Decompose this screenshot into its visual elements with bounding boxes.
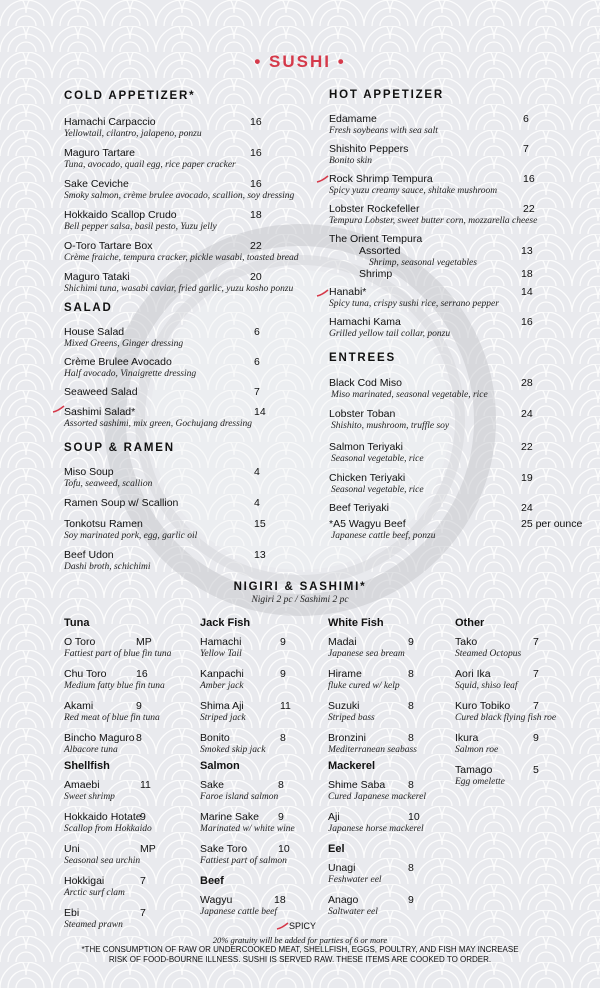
nigiri-item-desc: Cured Japanese mackerel — [328, 792, 426, 802]
nigiri-item-name: Sake Toro — [200, 843, 248, 855]
nigiri-item-desc: Saltwater eel — [328, 907, 378, 917]
nigiri-item-desc: fluke cured w/ kelp — [328, 681, 400, 691]
nigiri-item-desc: Albacore tuna — [64, 745, 118, 755]
menu-item-desc: Assorted sashimi, mix green, Gochujang dressing — [64, 419, 252, 429]
nigiri-item-price: 8 — [408, 779, 414, 791]
menu-item-desc: Shrimp, seasonal vegetables — [369, 258, 477, 268]
menu-item-name: Maguro Tartare — [64, 147, 136, 159]
menu-item-name: House Salad — [64, 326, 125, 338]
nigiri-item-price: 9 — [280, 636, 286, 648]
menu-item-name: The Orient Tempura — [329, 233, 423, 245]
nigiri-subtitle: Nigiri 2 pc / Sashimi 2 pc — [251, 595, 349, 605]
nigiri-item-name: Anago — [328, 894, 359, 906]
menu-item-desc: Shishito, mushroom, truffle soy — [331, 421, 450, 431]
nigiri-item-name: Unagi — [328, 862, 356, 874]
nigiri-item-name: Kuro Tobiko — [455, 700, 511, 712]
menu-item-desc: Tempura Lobster, sweet butter corn, mozzarella cheese — [329, 216, 538, 226]
menu-item-desc: Bell pepper salsa, basil pesto, Yuzu jelly — [64, 222, 217, 232]
nigiri-item-price: 18 — [274, 894, 286, 906]
menu-item-desc: Yellowtail, cilantro, jalapeno, ponzu — [64, 129, 202, 139]
menu-item-price: 24 — [521, 408, 533, 420]
nigiri-item-desc: Salmon roe — [455, 745, 499, 755]
nigiri-item-name: Hokkaido Hotate — [64, 811, 142, 823]
nigiri-item-name: Ebi — [64, 907, 80, 919]
nigiri-item-price: 9 — [408, 636, 414, 648]
menu-item-name: Hokkaido Scallop Crudo — [64, 209, 177, 221]
nigiri-item-desc: Amber jack — [200, 681, 244, 691]
menu-item-name: Beef Teriyaki — [329, 502, 389, 514]
menu-item-price: 16 — [250, 147, 262, 159]
nigiri-item-price: 10 — [408, 811, 420, 823]
nigiri-item-name: Hirame — [328, 668, 362, 680]
menu-item-desc: Grilled yellow tail collar, ponzu — [329, 329, 451, 339]
spicy-pepper-icon — [316, 175, 330, 183]
nigiri-item-desc: Fattiest part of salmon — [200, 856, 287, 866]
menu-item-name: Ramen Soup w/ Scallion — [64, 497, 179, 509]
nigiri-item-name: Bincho Maguro — [64, 732, 135, 744]
nigiri-item-name: Tamago — [455, 764, 493, 776]
nigiri-item-price: 9 — [140, 811, 146, 823]
menu-item-price: 16 — [523, 173, 535, 185]
nigiri-item-name: Aji — [328, 811, 340, 823]
nigiri-item-price: 16 — [136, 668, 148, 680]
nigiri-item-name: Hamachi — [200, 636, 242, 648]
nigiri-item-name: Sake — [200, 779, 224, 791]
nigiri-item-name: Madai — [328, 636, 357, 648]
nigiri-item-desc: Japanese cattle beef — [200, 907, 278, 917]
menu-item-name: Rock Shrimp Tempura — [329, 173, 433, 185]
nigiri-item-desc: Egg omelette — [455, 777, 505, 787]
menu-item-price: 15 — [254, 518, 266, 530]
nigiri-item-desc: Mediterranean seabass — [328, 745, 417, 755]
nigiri-item-price: 8 — [408, 668, 414, 680]
nigiri-item-price: MP — [136, 636, 152, 648]
spicy-pepper-icon — [276, 922, 290, 930]
nigiri-item-desc: Seasonal sea urchin — [64, 856, 141, 866]
menu-item-price: 18 — [250, 209, 262, 221]
nigiri-item-desc: Yellow Tail — [200, 649, 242, 659]
spicy-legend: SPICY — [289, 921, 317, 931]
menu-item-price: 22 — [250, 240, 262, 252]
group-title-eel: Eel — [328, 843, 345, 855]
group-title-jack-fish: Jack Fish — [200, 617, 251, 629]
nigiri-item-name: O Toro — [64, 636, 96, 648]
group-title-salmon: Salmon — [200, 760, 240, 772]
nigiri-item-name: Chu Toro — [64, 668, 107, 680]
menu-item-name: Maguro Tataki — [64, 271, 130, 283]
nigiri-item-desc: Faroe island salmon — [200, 792, 279, 802]
menu-item-price: 16 — [521, 316, 533, 328]
nigiri-item-name: Aori Ika — [455, 668, 491, 680]
menu-item-name: Sashimi Salad* — [64, 406, 136, 418]
menu-item-price: 7 — [254, 386, 260, 398]
menu-item-desc: Smoky salmon, crème brulee avocado, scallion, soy dressing — [64, 191, 295, 201]
nigiri-item-price: 7 — [533, 668, 539, 680]
menu-item-name: *A5 Wagyu Beef — [329, 518, 406, 530]
nigiri-item-name: Shima Aji — [200, 700, 244, 712]
menu-item-desc: Crème fraiche, tempura cracker, pickle wasabi, toasted bread — [64, 253, 299, 263]
menu-item-name: Chicken Teriyaki — [329, 472, 406, 484]
nigiri-item-price: 8 — [136, 732, 142, 744]
menu-item-name: Hamachi Carpaccio — [64, 116, 156, 128]
nigiri-item-desc: Red meat of blue fin tuna — [64, 713, 160, 723]
section-title-entrees: ENTREES — [329, 352, 396, 364]
nigiri-item-name: Tako — [455, 636, 478, 648]
nigiri-item-price: MP — [140, 843, 156, 855]
menu-item-name: Shrimp — [359, 268, 393, 280]
menu-item-name: Sake Ceviche — [64, 178, 129, 190]
menu-item-desc: Half avocado, Vinaigrette dressing — [64, 369, 197, 379]
nigiri-item-price: 8 — [278, 779, 284, 791]
menu-item-name: Edamame — [329, 113, 377, 125]
nigiri-item-price: 9 — [533, 732, 539, 744]
gratuity-note: 20% gratuity will be added for parties of 6 or more — [212, 935, 388, 945]
menu-item-price: 14 — [254, 406, 266, 418]
nigiri-item-price: 8 — [408, 700, 414, 712]
menu-item-desc: Dashi broth, schichimi — [64, 562, 151, 572]
menu-item-price: 4 — [254, 466, 260, 478]
nigiri-item-desc: Steamed Octopus — [455, 649, 522, 659]
menu-item-desc: Mixed Greens, Ginger dressing — [64, 339, 184, 349]
nigiri-item-desc: Striped bass — [328, 713, 375, 723]
menu-item-price: 25 per ounce — [521, 518, 583, 530]
nigiri-item-desc: Smoked skip jack — [200, 745, 266, 755]
menu-item-desc: Soy marinated pork, egg, garlic oil — [64, 531, 198, 541]
menu-item-price: 20 — [250, 271, 262, 283]
nigiri-item-name: Hokkigai — [64, 875, 105, 887]
menu-item-price: 13 — [254, 549, 266, 561]
spicy-pepper-icon — [316, 289, 330, 297]
menu-item-desc: Bonito skin — [329, 156, 373, 166]
section-title-cold-appetizer: COLD APPETIZER* — [64, 90, 196, 102]
menu-item-name: Hanabi* — [329, 286, 367, 298]
menu-item-desc: Miso marinated, seasonal vegetable, rice — [331, 390, 488, 400]
menu-item-desc: Tofu, seaweed, scallion — [64, 479, 153, 489]
nigiri-item-price: 10 — [278, 843, 290, 855]
menu-item-price: 18 — [521, 268, 533, 280]
nigiri-item-price: 7 — [533, 700, 539, 712]
menu-item-price: 22 — [521, 441, 533, 453]
menu-item-name: Seaweed Salad — [64, 386, 138, 398]
menu-item-name: Beef Udon — [64, 549, 114, 561]
section-title-salad: SALAD — [64, 302, 113, 314]
menu-item-name: Miso Soup — [64, 466, 114, 478]
nigiri-item-price: 11 — [280, 700, 291, 712]
nigiri-item-price: 7 — [140, 875, 146, 887]
nigiri-item-price: 11 — [140, 779, 151, 791]
nigiri-item-name: Suzuki — [328, 700, 360, 712]
nigiri-item-desc: Squid, shiso leaf — [455, 681, 518, 691]
menu-title: • SUSHI • — [254, 52, 346, 71]
nigiri-item-price: 8 — [408, 862, 414, 874]
nigiri-item-desc: Japanese horse mackerel — [328, 824, 424, 834]
nigiri-item-name: Shime Saba — [328, 779, 386, 791]
group-title-white-fish: White Fish — [328, 617, 384, 629]
spicy-pepper-icon — [52, 405, 66, 413]
menu-item-desc: Japanese cattle beef, ponzu — [331, 531, 436, 541]
menu-item-desc: Fresh soybeans with sea salt — [329, 126, 438, 136]
menu-item-price: 6 — [254, 356, 260, 368]
nigiri-item-price: 9 — [280, 668, 286, 680]
menu-item-name: O-Toro Tartare Box — [64, 240, 153, 252]
nigiri-item-name: Ikura — [455, 732, 479, 744]
nigiri-item-desc: Sweet shrimp — [64, 792, 115, 802]
menu-item-desc: Seasonal vegetable, rice — [331, 454, 424, 464]
group-title-tuna: Tuna — [64, 617, 90, 629]
menu-item-name: Tonkotsu Ramen — [64, 518, 143, 530]
menu-item-price: 4 — [254, 497, 260, 509]
nigiri-item-desc: Marinated w/ white wine — [200, 824, 295, 834]
nigiri-item-desc: Arctic surf clam — [64, 888, 125, 898]
menu-item-desc: Spicy tuna, crispy sushi rice, serrano pepper — [329, 299, 499, 309]
raw-warning-line-2: RISK OF FOOD-BOURNE ILLNESS. SUSHI IS SERVED RAW. THESE ITEMS ARE COOKED TO ORDER. — [108, 955, 492, 964]
nigiri-item-desc: Cured black flying fish roe — [455, 713, 557, 723]
nigiri-item-price: 8 — [280, 732, 286, 744]
menu-item-price: 13 — [521, 245, 533, 257]
menu-item-price: 6 — [523, 113, 529, 125]
menu-item-name: Lobster Rockefeller — [329, 203, 420, 215]
menu-item-price: 28 — [521, 377, 533, 389]
nigiri-item-desc: Striped jack — [200, 713, 246, 723]
nigiri-item-price: 9 — [136, 700, 142, 712]
nigiri-item-desc: Japanese sea bream — [328, 649, 405, 659]
nigiri-item-name: Wagyu — [200, 894, 233, 906]
nigiri-item-desc: Feshwater eel — [328, 875, 382, 885]
group-title-mackerel: Mackerel — [328, 760, 376, 772]
menu-item-desc: Seasonal vegetable, rice — [331, 485, 424, 495]
menu-item-name: Black Cod Miso — [329, 377, 402, 389]
section-title-nigiri-sashimi: NIGIRI & SASHIMI* — [233, 581, 367, 593]
nigiri-item-price: 7 — [140, 907, 146, 919]
section-title-soup-ramen: SOUP & RAMEN — [64, 442, 175, 454]
nigiri-item-desc: Fattiest part of blue fin tuna — [64, 649, 172, 659]
raw-warning-line-1: *THE CONSUMPTION OF RAW OR UNDERCOOKED MEAT, SHELLFISH, EGGS, POULTRY, AND FISH MAY INCREASE — [81, 945, 519, 954]
menu-item-price: 22 — [523, 203, 535, 215]
nigiri-item-desc: Medium fatty blue fin tuna — [64, 681, 165, 691]
menu-item-price: 19 — [521, 472, 533, 484]
nigiri-item-price: 5 — [533, 764, 539, 776]
nigiri-item-price: 7 — [533, 636, 539, 648]
nigiri-item-name: Bronzini — [328, 732, 366, 744]
group-title-other: Other — [455, 617, 485, 629]
menu-item-price: 14 — [521, 286, 533, 298]
menu-item-price: 16 — [250, 116, 262, 128]
menu-item-name: Crème Brulee Avocado — [64, 356, 172, 368]
menu-item-name: Lobster Toban — [329, 408, 396, 420]
menu-item-name: Assorted — [359, 245, 401, 257]
menu-item-desc: Tuna, avocado, quail egg, rice paper cracker — [64, 160, 236, 170]
nigiri-item-desc: Scallop from Hokkaido — [64, 824, 152, 834]
menu-item-name: Hamachi Kama — [329, 316, 401, 328]
nigiri-item-name: Marine Sake — [200, 811, 259, 823]
menu-item-price: 16 — [250, 178, 262, 190]
nigiri-item-desc: Steamed prawn — [64, 920, 123, 930]
nigiri-item-name: Bonito — [200, 732, 230, 744]
nigiri-item-price: 8 — [408, 732, 414, 744]
menu-item-name: Salmon Teriyaki — [329, 441, 403, 453]
nigiri-item-price: 9 — [408, 894, 414, 906]
section-title-hot-appetizer: HOT APPETIZER — [329, 89, 444, 101]
nigiri-item-name: Uni — [64, 843, 80, 855]
menu-item-price: 24 — [521, 502, 533, 514]
menu-item-name: Shishito Peppers — [329, 143, 409, 155]
group-title-shellfish: Shellfish — [64, 760, 110, 772]
nigiri-item-price: 9 — [278, 811, 284, 823]
nigiri-item-name: Akami — [64, 700, 94, 712]
menu-item-desc: Spicy yuzu creamy sauce, shitake mushroom — [329, 186, 498, 196]
nigiri-item-name: Kanpachi — [200, 668, 244, 680]
nigiri-item-name: Amaebi — [64, 779, 100, 791]
menu-item-price: 6 — [254, 326, 260, 338]
menu-item-desc: Shichimi tuna, wasabi caviar, fried garlic, yuzu kosho ponzu — [64, 284, 294, 294]
group-title-beef: Beef — [200, 875, 224, 887]
menu-item-price: 7 — [523, 143, 529, 155]
